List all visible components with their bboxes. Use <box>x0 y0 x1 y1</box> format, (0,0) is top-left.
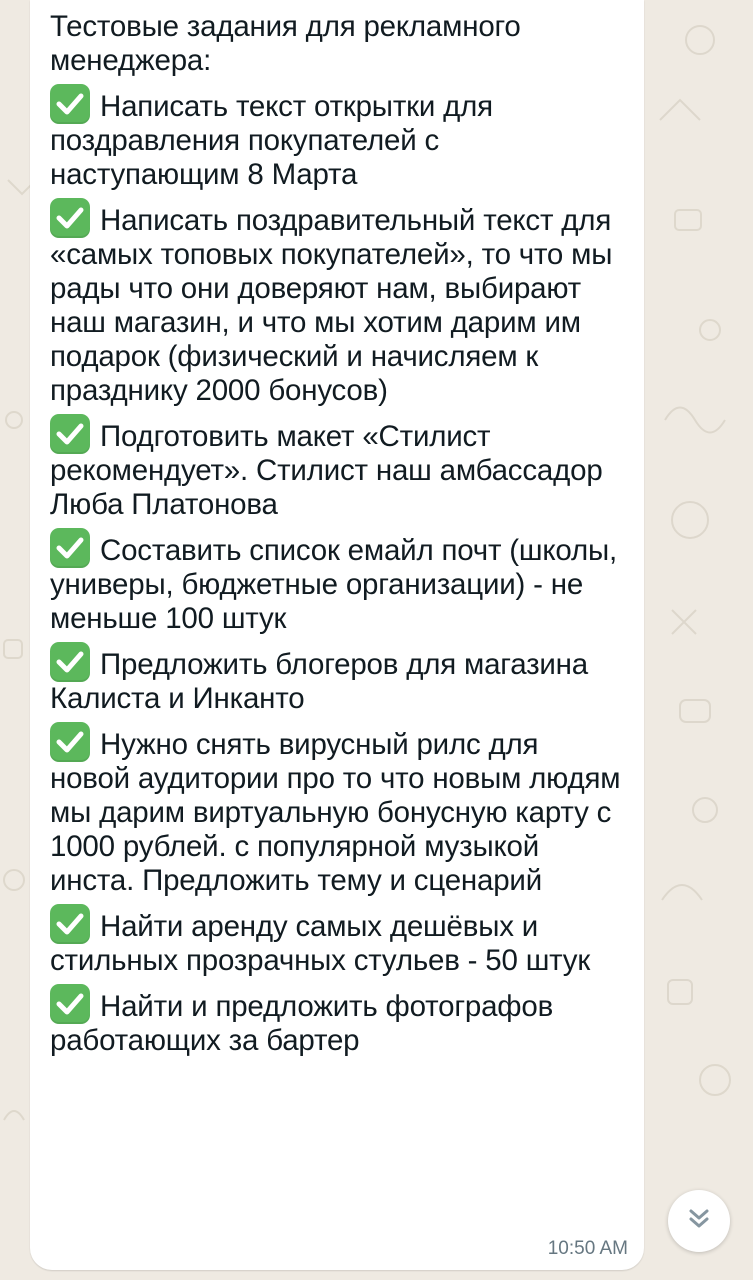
task-item <box>50 414 624 522</box>
task-text: Написать поздравительный текст для «самых топовых покупателей», то что мы рады что они доверяют нам, выбирают наш магазин, и что мы хотим дарим им подарок (физический и начисляем к празднику 2000 бонусов) <box>50 204 613 407</box>
scroll-to-bottom-button[interactable] <box>668 1190 730 1252</box>
check-mark-icon <box>50 642 90 682</box>
check-mark-icon <box>50 984 90 1024</box>
task-item <box>50 984 624 1058</box>
check-mark-icon <box>50 198 90 238</box>
check-mark-icon <box>50 528 90 568</box>
check-mark-icon <box>50 414 90 454</box>
task-item <box>50 84 624 192</box>
message-timestamp: 10:50 AM <box>547 1238 628 1259</box>
task-text: Найти аренду самых дешёвых и стильных прозрачных стульев - 50 штук <box>50 910 591 977</box>
task-text: Подготовить макет «Стилист рекомендует». Стилист наш амбассадор Люба Платонова <box>50 420 603 521</box>
task-text: Найти и предложить фотографов работающих за бартер <box>50 990 554 1057</box>
task-text: Предложить блогеров для магазина Калиста и Инканто <box>50 648 588 715</box>
task-item <box>50 722 624 898</box>
check-mark-icon <box>50 84 90 124</box>
task-item <box>50 642 624 716</box>
task-item <box>50 904 624 978</box>
check-mark-icon <box>50 722 90 762</box>
message-heading: Тестовые задания для рекламного менеджера: <box>50 10 521 77</box>
task-item <box>50 528 624 636</box>
task-text: Составить список емайл почт (школы, универы, бюджетные организации) - не меньше 100 штук <box>50 534 617 635</box>
check-mark-icon <box>50 904 90 944</box>
double-chevron-down-icon <box>684 1204 714 1239</box>
task-text: Нужно снять вирусный рилс для новой аудитории про то что новым людям мы дарим виртуальную бонусную карту с 1000 рублей. с популярной музыкой инста. Предложить тему и сценарий <box>50 728 621 897</box>
message-text <box>50 10 624 1058</box>
task-item <box>50 198 624 408</box>
message-bubble[interactable] <box>30 0 644 1270</box>
task-text: Написать текст открытки для поздравления покупателей с наступающим 8 Марта <box>50 90 493 191</box>
